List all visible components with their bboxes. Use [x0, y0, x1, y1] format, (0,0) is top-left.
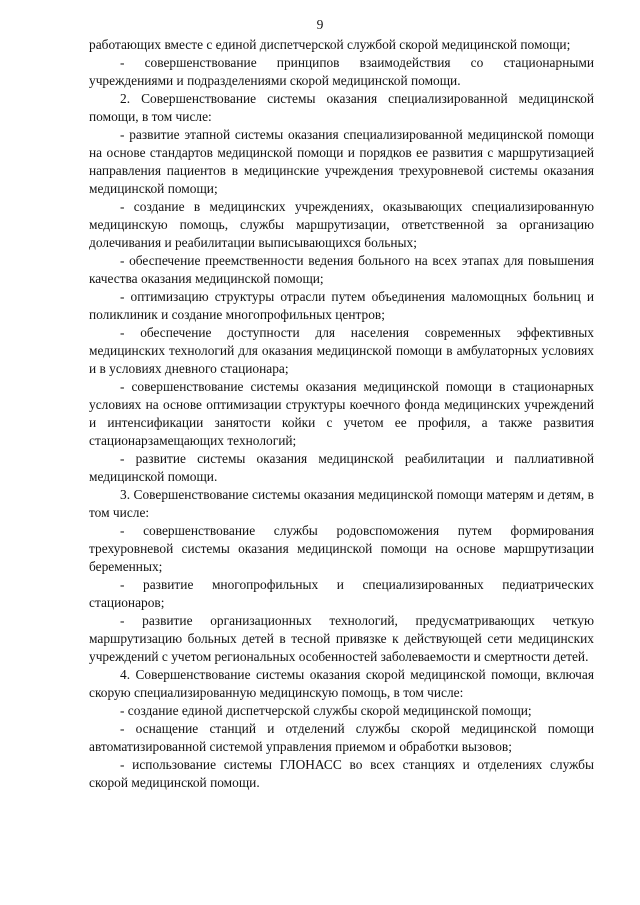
paragraph: - развитие этапной системы оказания специализированной медицинской помощи на основе стандартов медицинской помощи и порядков ее развития с маршрутизацией направления пациентов в медицинские учреждения трехуровневой системы оказания медицинской помощи;: [89, 127, 594, 196]
paragraph: - создание в медицинских учреждениях, оказывающих специализированную медицинскую помощь, службы маршрутизации, ответственной за организацию долечивания и реабилитации выписывающихся больных;: [89, 199, 594, 250]
paragraph: - развитие системы оказания медицинской реабилитации и паллиативной медицинской помощи.: [89, 451, 594, 484]
paragraph: 3. Совершенствование системы оказания медицинской помощи матерям и детям, в том числе:: [89, 487, 594, 520]
paragraph: - развитие многопрофильных и специализированных педиатрических стационаров;: [89, 577, 594, 610]
paragraph: 4. Совершенствование системы оказания скорой медицинской помощи, включая скорую специализированную медицинскую помощь, в том числе:: [89, 667, 594, 700]
page-body: [89, 36, 594, 792]
paragraph: - использование системы ГЛОНАСС во всех станциях и отделениях службы скорой медицинской помощи.: [89, 757, 594, 790]
paragraph: - развитие организационных технологий, предусматривающих четкую маршрутизацию больных детей в тесной привязке к действующей сети медицинских учреждений с учетом региональных особенностей заболеваемости и смертности детей.: [89, 613, 594, 664]
paragraph: - обеспечение доступности для населения современных эффективных медицинских технологий для оказания медицинской помощи в амбулаторных условиях и в условиях дневного стационара;: [89, 325, 594, 376]
paragraph: - обеспечение преемственности ведения больного на всех этапах для повышения качества оказания медицинской помощи;: [89, 253, 594, 286]
paragraph: - совершенствование службы родовспоможения путем формирования трехуровневой системы оказания медицинской помощи на основе маршрутизации беременных;: [89, 523, 594, 574]
paragraph: - оптимизацию структуры отрасли путем объединения маломощных больниц и поликлиник и создание многопрофильных центров;: [89, 289, 594, 322]
paragraph: 2. Совершенствование системы оказания специализированной медицинской помощи, в том числе:: [89, 91, 594, 124]
paragraph: - создание единой диспетчерской службы скорой медицинской помощи;: [120, 703, 532, 718]
paragraph: работающих вместе с единой диспетчерской службой скорой медицинской помощи;: [89, 37, 571, 52]
paragraph: - совершенствование принципов взаимодействия со стационарными учреждениями и подразделениями скорой медицинской помощи.: [89, 55, 594, 88]
paragraph: - совершенствование системы оказания медицинской помощи в стационарных условиях на основе оптимизации структуры коечного фонда медицинских учреждений и интенсификации занятости койки с учетом ее профиля, а также развития стационарзамещающих технологий;: [89, 379, 594, 448]
paragraph: - оснащение станций и отделений службы скорой медицинской помощи автоматизированной системой управления приемом и обработки вызовов;: [89, 721, 594, 754]
page-number: 9: [316, 17, 324, 32]
